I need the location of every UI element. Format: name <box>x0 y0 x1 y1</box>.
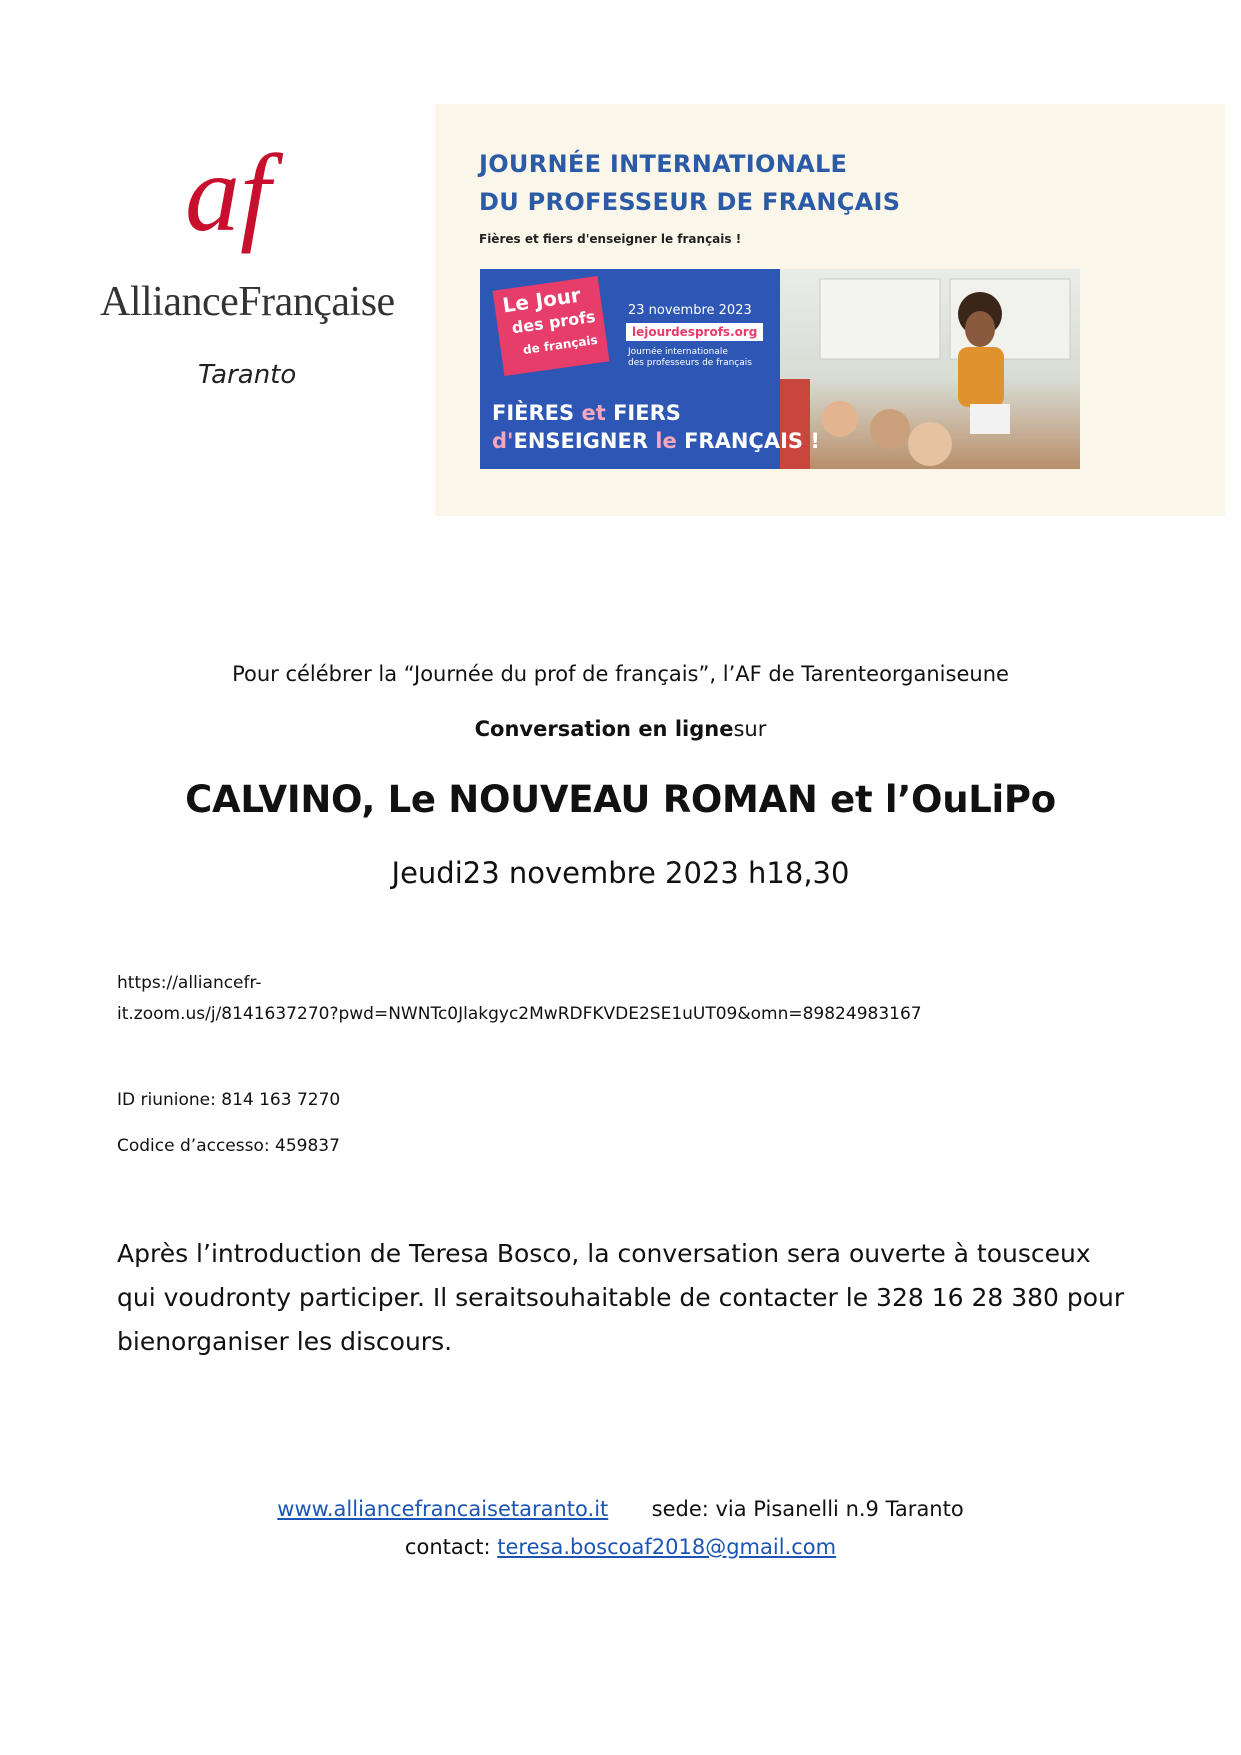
slogan-word-fiers: FIERS <box>613 401 681 425</box>
slogan-word-et: et <box>574 401 614 425</box>
slogan-word-francais: FRANÇAIS ! <box>684 429 820 453</box>
intro-text: Pour célébrer la “Journée du prof de français”, l’AF de Tarenteorganiseune <box>232 662 1009 686</box>
banner-small-line2: des professeurs de français <box>628 358 752 368</box>
address-text: sede: via Pisanelli n.9 Taranto <box>651 1497 964 1521</box>
classroom-illustration <box>780 269 1080 469</box>
event-date: Jeudi23 novembre 2023 h18,30 <box>391 856 850 890</box>
brand-city: Taranto <box>198 360 297 390</box>
event-title: CALVINO, Le NOUVEAU ROMAN et l’OuLiPo <box>185 778 1056 821</box>
slogan-word-enseigner: ENSEIGNER <box>513 429 648 453</box>
jour-des-profs-badge <box>493 276 610 376</box>
af-monogram-icon <box>185 130 295 270</box>
slogan-line1 <box>492 399 820 427</box>
email-link[interactable]: teresa.boscoaf2018@gmail.com <box>497 1535 837 1559</box>
banner-site: lejourdesprofs.org <box>626 323 763 341</box>
banner-title-line1: JOURNÉE INTERNATIONALE <box>479 150 848 178</box>
footer-line2 <box>0 1535 1241 1559</box>
svg-text:af: af <box>185 132 271 254</box>
zoom-link-line1[interactable]: https://alliancefr- <box>117 973 262 993</box>
description-paragraph: Après l’introduction de Teresa Bosco, la conversation sera ouverte à tousceux qui voudronty participer. Il seraitsouhaitable de contacter le 328 16 28 380 pour bienorganiser les discours. <box>117 1239 1125 1356</box>
banner-title-line2: DU PROFESSEUR DE FRANÇAIS <box>479 188 901 216</box>
badge-line1: Le Jour <box>501 282 583 318</box>
zoom-link-line2[interactable]: it.zoom.us/j/8141637270?pwd=NWNTc0Jlakgyc2MwRDFKVDE2SE1uUT09&omn=89824983167 <box>117 1004 922 1024</box>
brand-name: AllianceFrançaise <box>100 279 395 325</box>
banner-small-text <box>628 347 798 369</box>
website-link[interactable]: www.alliancefrancaisetaranto.it <box>277 1497 609 1521</box>
conversation-bold: Conversation en ligne <box>474 717 734 741</box>
banner-card <box>480 269 1080 469</box>
slogan-line2 <box>492 427 820 455</box>
badge-line3: de français <box>522 332 599 358</box>
slogan-word-le: le <box>648 429 685 453</box>
banner-slogan <box>492 399 820 455</box>
slogan-word-fieres: FIÈRES <box>492 401 575 425</box>
conversation-rest: sur <box>733 717 767 741</box>
banner-small-line1: Journée internationale <box>628 347 728 357</box>
banner-tagline: Fières et fiers d'enseigner le français ! <box>479 232 742 246</box>
conversation-line <box>0 717 1241 741</box>
slogan-word-d: d' <box>492 429 514 453</box>
badge-line2: des profs <box>510 306 597 338</box>
footer-line1 <box>0 1497 1241 1521</box>
event-banner <box>435 104 1225 516</box>
access-code: Codice d’accesso: 459837 <box>117 1136 340 1156</box>
alliance-francaise-logo <box>90 130 395 400</box>
contact-label: contact: <box>404 1535 498 1559</box>
teacher-photo <box>780 269 1080 469</box>
meeting-id: ID riunione: 814 163 7270 <box>117 1090 341 1110</box>
banner-date: 23 novembre 2023 <box>628 303 752 318</box>
zoom-link[interactable] <box>117 968 1077 1030</box>
